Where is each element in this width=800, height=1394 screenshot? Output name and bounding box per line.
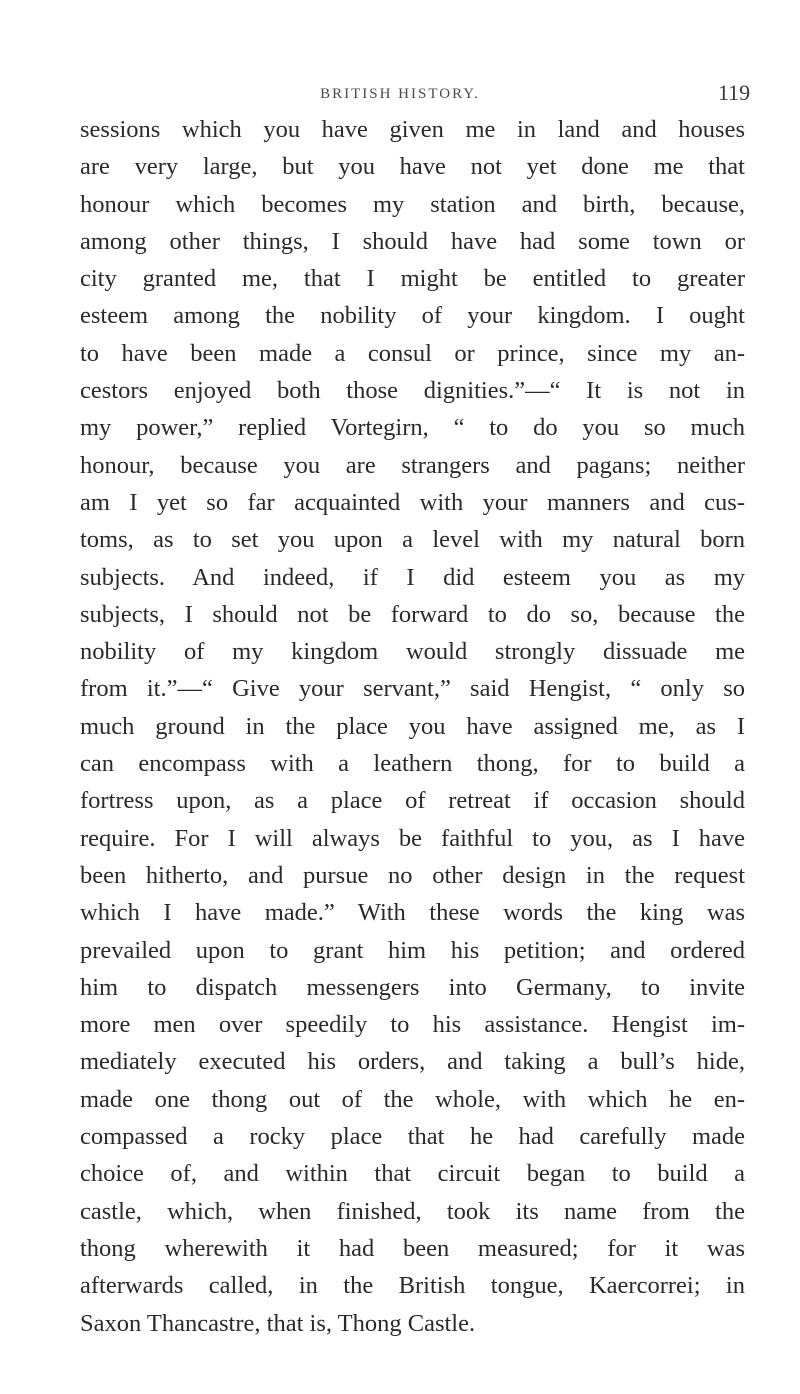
text-line: afterwards called, in the British tongue, Kaercorrei; in (80, 1272, 745, 1300)
text-line: compassed a rocky place that he had carefully made (80, 1123, 745, 1151)
text-line: more men over speedily to his assistance. Hengist im- (80, 1011, 745, 1039)
text-line: from it.”—“ Give your servant,” said Hengist, “ only so (80, 675, 745, 703)
text-line: castle, which, when finished, took its name from the (80, 1197, 745, 1225)
text-line: toms, as to set you upon a level with my natural born (80, 526, 745, 554)
text-line: honour which becomes my station and birth, because, (80, 190, 745, 218)
page-number: 119 (718, 80, 751, 105)
text-line: prevailed upon to grant him his petition; and ordered (80, 936, 745, 964)
text-line: Saxon Thancastre, that is, Thong Castle. (80, 1309, 476, 1337)
text-line: subjects. And indeed, if I did esteem you as my (80, 563, 745, 591)
text-line: him to dispatch messengers into Germany, to invite (80, 973, 745, 1001)
body-text (80, 111, 745, 1342)
text-line: fortress upon, as a place of retreat if occasion should (80, 787, 745, 815)
text-line: to have been made a consul or prince, since my an- (80, 339, 745, 367)
text-line: sessions which you have given me in land and houses (80, 116, 745, 143)
text-line: among other things, I should have had some town or (80, 227, 745, 255)
text-line: thong wherewith it had been measured; for it was (80, 1234, 745, 1262)
text-line: choice of, and within that circuit began to build a (80, 1160, 745, 1188)
text-line: are very large, but you have not yet done me that (80, 153, 745, 181)
text-line: cestors enjoyed both those dignities.”—“ It is not in (80, 377, 745, 405)
text-line: made one thong out of the whole, with which he en- (80, 1085, 745, 1113)
text-line: nobility of my kingdom would strongly dissuade me (80, 638, 745, 666)
text-line: mediately executed his orders, and taking a bull’s hide, (80, 1048, 745, 1076)
running-head: BRITISH HISTORY. (320, 86, 480, 102)
text-line: city granted me, that I might be entitled to greater (80, 265, 745, 293)
text-line: much ground in the place you have assigned me, as I (80, 712, 745, 740)
text-line: been hitherto, and pursue no other design in the request (80, 861, 745, 889)
text-line: which I have made.” With these words the king was (80, 899, 745, 927)
text-line: honour, because you are strangers and pagans; neither (80, 451, 745, 479)
text-line: require. For I will always be faithful to you, as I have (80, 824, 745, 852)
text-line: esteem among the nobility of your kingdom. I ought (80, 302, 745, 330)
text-line: subjects, I should not be forward to do so, because the (80, 600, 745, 628)
text-line: am I yet so far acquainted with your manners and cus- (80, 488, 745, 516)
text-line: can encompass with a leathern thong, for to build a (80, 750, 745, 778)
text-line: my power,” replied Vortegirn, “ to do you so much (80, 414, 745, 442)
